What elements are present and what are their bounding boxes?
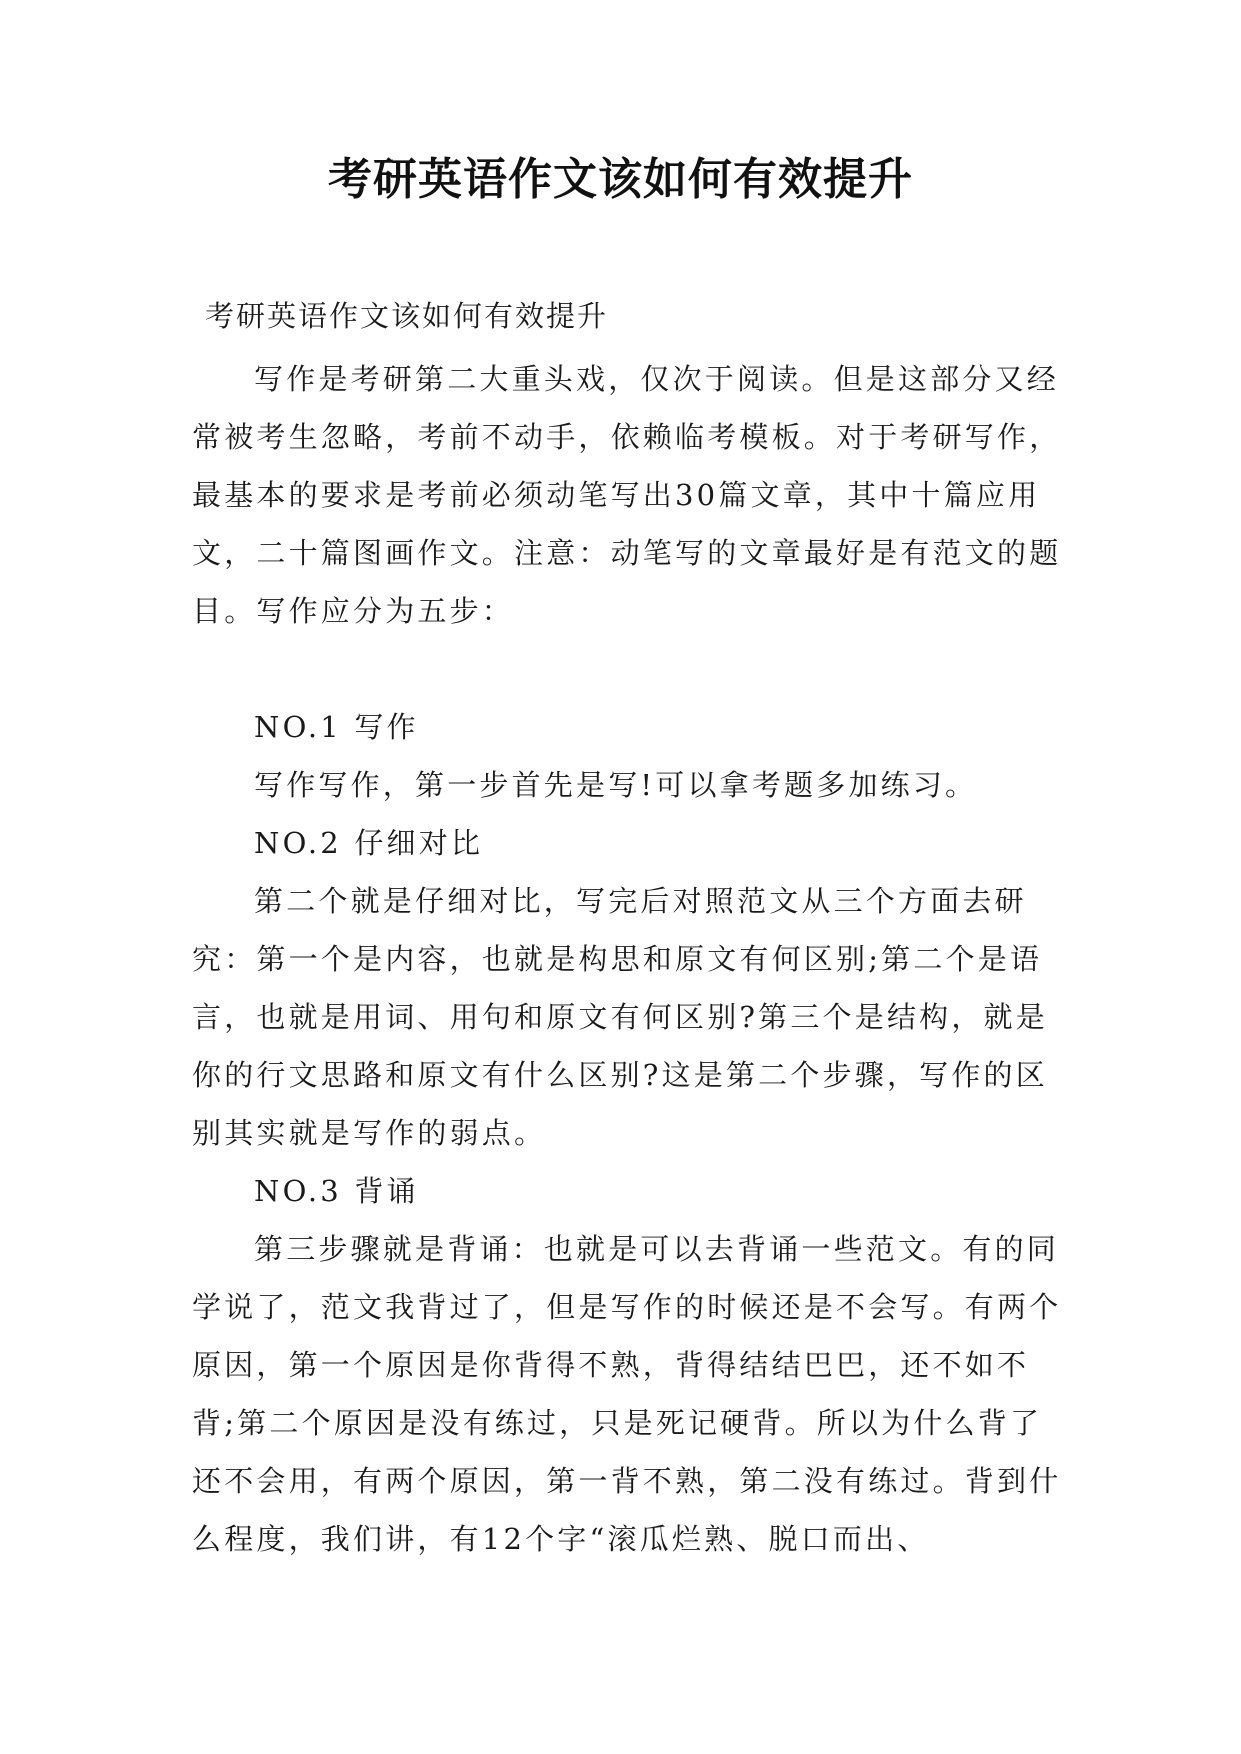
section-text-1: 写作写作，第一步首先是写!可以拿考题多加练习。 — [254, 768, 978, 802]
document-subtitle: 考研英语作文该如何有效提升 — [205, 299, 609, 333]
section-heading-2: NO.2 仔细对比 — [254, 826, 484, 860]
section-text-3: 第三步骤就是背诵：也就是可以去背诵一些范文。有的同学说了，范文我背过了，但是写作的时候还是不会写。有两个原因，第一个原因是你背得不熟，背得结结巴巴，还不如不背;第二个原因是没有练过，只是死记硬背。所以为什么背了还不会用，有两个原因，第一背不熟，第二没有练过。背到什么程度，我们讲，有12个字“滚瓜烂熟、脱口而出、 — [192, 1232, 1062, 1556]
section-text-2: 第二个就是仔细对比，写完后对照范文从三个方面去研究：第一个是内容，也就是构思和原文有何区别;第二个是语言，也就是用词、用句和原文有何区别?第三个是结构，就是你的行文思路和原文有什么区别?这是第二个步骤，写作的区别其实就是写作的弱点。 — [192, 884, 1048, 1150]
document-title: 考研英语作文该如何有效提升 — [328, 154, 913, 205]
section-heading-1: NO.1 写作 — [254, 710, 419, 744]
paragraph-spacer — [192, 640, 1062, 698]
intro-paragraph: 写作是考研第二大重头戏，仅次于阅读。但是这部分又经常被考生忽略，考前不动手，依赖临考模板。对于考研写作，最基本的要求是考前必须动笔写出30篇文章，其中十篇应用文，二十篇图画作文。注意：动笔写的文章最好是有范文的题目。写作应分为五步： — [192, 362, 1062, 628]
document-body — [192, 350, 1062, 1568]
section-heading-3: NO.3 背诵 — [254, 1174, 419, 1208]
